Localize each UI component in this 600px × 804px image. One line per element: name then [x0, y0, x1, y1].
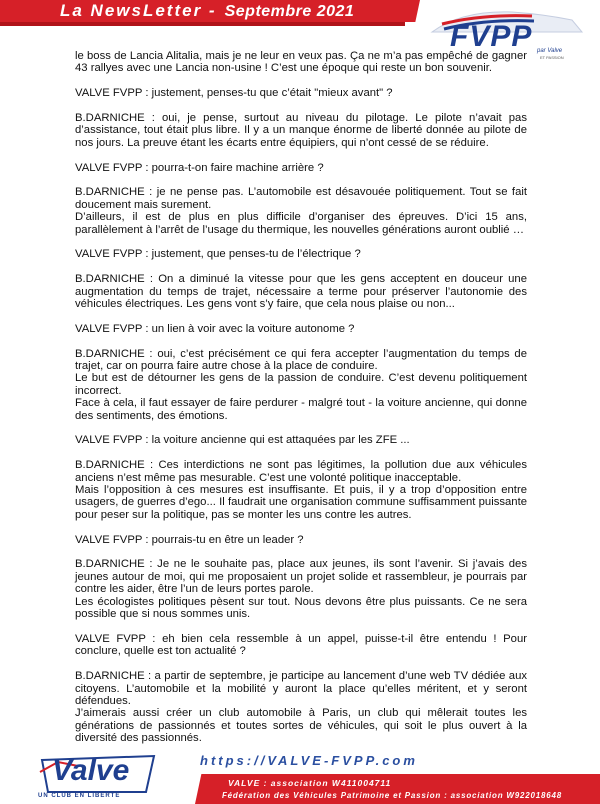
fvpp-logo-text: FVPP: [450, 20, 533, 53]
article-paragraph: B.DARNICHE : Ces interdictions ne sont pas légitimes, la pollution due aux véhicules anciens n’est même pas mesurable. C’est une volonté politique inacceptable. Mais l’opposition à ces mesures est insuffisante. Et puis, il y a trop d’opposition entre usagers, de guerres d’ego... Il faudrait une organisation commune suffisamment puissante pour peser sur la politique, pas se monter les uns contre les autres.: [75, 459, 527, 521]
article-paragraph: B.DARNICHE : oui, c’est précisément ce qui fera accepter l’augmentation du temps de trajet, car on pourra faire autre chose à la place de conduire. Le but est de détourner les gens de la passion de conduire. C’est devenu politiquement incorrect. Face à cela, il faut essayer de faire perdurer - malgré tout - la voiture ancienne, qui donne des sentiments, des émotions.: [75, 347, 527, 422]
article-paragraph: B.DARNICHE : oui, je pense, surtout au niveau du pilotage. Le pilote n’avait pas d’assistance, tout était plus libre. Il y a un manque énorme de liberté donnée au pilote de nos jours. La preuve étant les écarts entre équipiers, qui n’ont cessé de se réduire.: [75, 112, 527, 149]
fvpp-logo-sub: ET PASSION: [540, 55, 564, 60]
article-paragraph: VALVE FVPP : pourra-t-on faire machine arrière ?: [75, 161, 324, 174]
article-body: [75, 50, 527, 757]
valve-logo: [38, 752, 158, 800]
footer-association-valve: VALVE : association W411004711: [228, 778, 392, 788]
fvpp-logo-tagline: par Valve: [537, 48, 563, 54]
article-paragraph: le boss de Lancia Alitalia, mais je ne leur en veux pas. Ça ne m’a pas empêché de gagner 43 rallyes avec une Lancia non-usine ! C’est une époque qui reste un bon souvenir.: [75, 50, 527, 75]
valve-logo-tag: UN CLUB EN LIBERTE: [38, 793, 121, 799]
article-paragraph: VALVE FVPP : justement, penses-tu que c’était "mieux avant" ?: [75, 87, 393, 100]
article-paragraph: VALVE FVPP : la voiture ancienne qui est attaquées par les ZFE ...: [75, 434, 410, 447]
footer-association-fvpp: Fédération des Véhicules Patrimoine et Passion : association W922018648: [222, 791, 563, 800]
newsletter-title-text: La NewsLetter -: [60, 1, 217, 20]
article-paragraph: VALVE FVPP : justement, que penses-tu de l’électrique ?: [75, 248, 361, 261]
article-paragraph: B.DARNICHE : je ne pense pas. L’automobile est désavouée politiquement. Tout se fait doucement mais surement. D’ailleurs, il est de plus en plus difficile d’organiser des épreuves. D’ici 15 ans, parallèlement à l’arrêt de l’usage du thermique, les nouvelles générations auront oublié …: [75, 186, 527, 236]
article-paragraph: VALVE FVPP : eh bien cela ressemble à un appel, puisse-t-il être entendu ! Pour conclure, quelle est ton actualité ?: [75, 632, 527, 658]
article-paragraph: B.DARNICHE : a partir de septembre, je participe au lancement d’une web TV dédiée aux citoyens. L’automobile et la mobilité y auront la place qu’elles méritent, et y seront défendues. J’aimerais aussi créer un club automobile à Paris, un club qui mêlerait toutes les générations de passionnés et toutes sortes de véhicules, qui soit le plus ouvert à la diversité des passionnés.: [75, 670, 527, 745]
newsletter-title: [60, 1, 354, 21]
newsletter-month: Septembre 2021: [224, 3, 355, 20]
article-paragraph: VALVE FVPP : un lien à voir avec la voiture autonome ?: [75, 322, 355, 335]
article-paragraph: B.DARNICHE : On a diminué la vitesse pour que les gens acceptent en douceur une augmentation du temps de trajet, nécessaire a terme pour préserver l’autonomie des véhicules électriques. Les gens vont s’y faire, que cela nous plaise ou non...: [75, 273, 527, 311]
article-paragraph: B.DARNICHE : Je ne le souhaite pas, place aux jeunes, ils sont l’avenir. Si j’avais des jeunes autour de moi, qui me proposaient un projet solide et rassembleur, je pourrais par contre les aider, être l’un de leurs portes parole. Les écologistes politiques pèsent sur tout. Nous devons être plus puissants. Ce ne sera possible que si nous sommes unis.: [75, 558, 527, 621]
header-band-shadow: [0, 22, 405, 26]
article-paragraph: VALVE FVPP : pourrais-tu en être un leader ?: [75, 533, 304, 546]
website-link[interactable]: https://VALVE-FVPP.com: [200, 753, 418, 768]
valve-logo-text: Valve: [52, 754, 130, 787]
